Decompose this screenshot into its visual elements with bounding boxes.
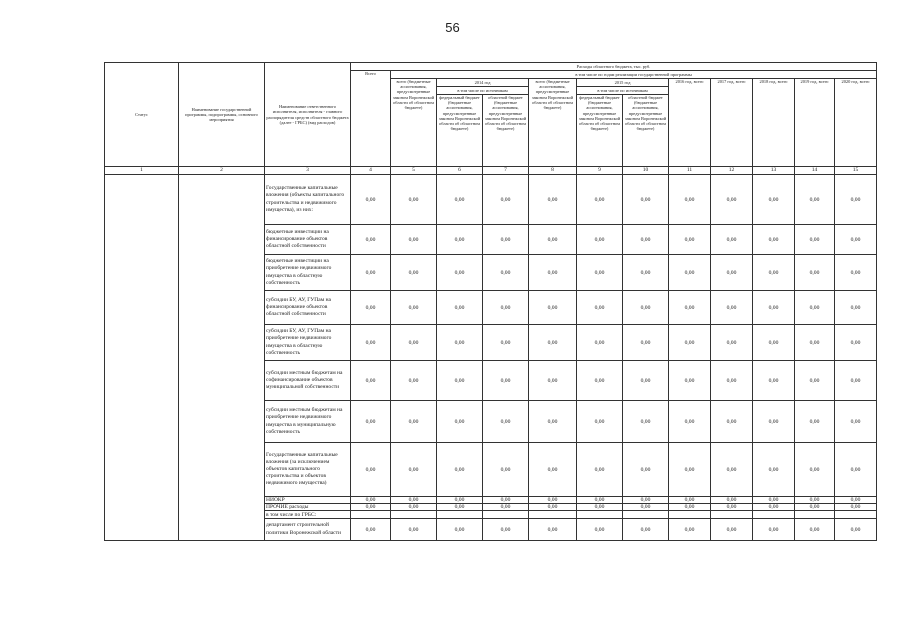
value-cell: 0,00 — [623, 401, 669, 443]
value-cell: 0,00 — [437, 325, 483, 361]
value-cell: 0,00 — [351, 291, 391, 325]
value-cell: 0,00 — [529, 497, 577, 504]
value-cell: 0,00 — [391, 325, 437, 361]
header-year-2015: 2015 год — [577, 79, 669, 87]
value-cell: 0,00 — [483, 175, 529, 225]
row-label: бюджетные инвестиции на приобретение недвижимого имущества в областную собственность — [265, 255, 351, 291]
column-number: 1 — [105, 167, 179, 175]
value-cell: 0,00 — [437, 504, 483, 511]
value-cell: 0,00 — [711, 504, 753, 511]
value-cell: 0,00 — [577, 325, 623, 361]
value-cell: 0,00 — [669, 291, 711, 325]
value-cell: 0,00 — [437, 443, 483, 497]
value-cell: 0,00 — [437, 361, 483, 401]
value-cell: 0,00 — [391, 255, 437, 291]
value-cell: 0,00 — [391, 401, 437, 443]
value-cell: 0,00 — [351, 401, 391, 443]
header-by-year: в том числе по годам реализации государственной программы — [391, 71, 877, 79]
value-cell — [351, 511, 391, 519]
row-label: субсидии местным бюджетам на приобретение недвижимого имущества в муниципальную собственность — [265, 401, 351, 443]
value-cell: 0,00 — [795, 401, 835, 443]
value-cell: 0,00 — [835, 255, 877, 291]
value-cell: 0,00 — [753, 443, 795, 497]
value-cell: 0,00 — [391, 225, 437, 255]
value-cell: 0,00 — [391, 497, 437, 504]
value-cell: 0,00 — [391, 519, 437, 541]
header-expenses-title: Расходы областного бюджета, тыс. руб. — [351, 63, 877, 71]
header-2015-sources: в том числе по источникам — [577, 87, 669, 95]
row-label: субсидии БУ, АУ, ГУПам на финансирование объектов областной собственности — [265, 291, 351, 325]
value-cell: 0,00 — [835, 443, 877, 497]
value-cell: 0,00 — [437, 497, 483, 504]
value-cell: 0,00 — [577, 361, 623, 401]
header-2015-federal: федеральный бюджет (бюджетные ассигнования, предусмотренные законом Воронежской области об областном бюджете) — [577, 95, 623, 167]
value-cell: 0,00 — [669, 361, 711, 401]
value-cell: 0,00 — [623, 325, 669, 361]
value-cell: 0,00 — [351, 225, 391, 255]
value-cell: 0,00 — [753, 291, 795, 325]
value-cell: 0,00 — [483, 519, 529, 541]
value-cell: 0,00 — [753, 255, 795, 291]
value-cell: 0,00 — [753, 175, 795, 225]
column-number: 11 — [669, 167, 711, 175]
row-label: НИОКР — [265, 497, 351, 504]
value-cell: 0,00 — [669, 255, 711, 291]
value-cell: 0,00 — [483, 443, 529, 497]
value-cell: 0,00 — [529, 255, 577, 291]
value-cell: 0,00 — [795, 497, 835, 504]
column-number: 14 — [795, 167, 835, 175]
value-cell: 0,00 — [623, 291, 669, 325]
budget-table — [104, 62, 877, 541]
column-number: 9 — [577, 167, 623, 175]
value-cell: 0,00 — [483, 255, 529, 291]
value-cell: 0,00 — [391, 361, 437, 401]
value-cell: 0,00 — [623, 443, 669, 497]
row-label: Государственные капитальные вложения (объекты капитального строительства и недвижимого имущества), из них: — [265, 175, 351, 225]
value-cell — [577, 511, 623, 519]
value-cell: 0,00 — [795, 504, 835, 511]
value-cell: 0,00 — [795, 361, 835, 401]
value-cell: 0,00 — [391, 443, 437, 497]
column-number: 13 — [753, 167, 795, 175]
value-cell: 0,00 — [753, 401, 795, 443]
value-cell: 0,00 — [577, 519, 623, 541]
value-cell: 0,00 — [795, 443, 835, 497]
column-number: 2 — [179, 167, 265, 175]
header-2017-total: 2017 год, всего — [711, 79, 753, 167]
value-cell: 0,00 — [391, 504, 437, 511]
value-cell: 0,00 — [351, 497, 391, 504]
column-number: 7 — [483, 167, 529, 175]
value-cell: 0,00 — [835, 325, 877, 361]
value-cell: 0,00 — [437, 401, 483, 443]
value-cell — [437, 511, 483, 519]
value-cell: 0,00 — [577, 497, 623, 504]
header-total: Всего — [351, 71, 391, 167]
header-status: Статус — [105, 63, 179, 167]
value-cell: 0,00 — [753, 504, 795, 511]
value-cell: 0,00 — [577, 401, 623, 443]
header-2020-total: 2020 год, всего — [835, 79, 877, 167]
header-2014-sources: в том числе по источникам — [437, 87, 529, 95]
value-cell: 0,00 — [795, 325, 835, 361]
header-2019-total: 2019 год, всего — [795, 79, 835, 167]
header-2018-total: 2018 год, всего — [753, 79, 795, 167]
value-cell: 0,00 — [577, 291, 623, 325]
value-cell: 0,00 — [351, 519, 391, 541]
header-2015-regional: областной бюджет (бюджетные ассигнования, предусмотренные законом Воронежской области об областном бюджете) — [623, 95, 669, 167]
value-cell: 0,00 — [669, 325, 711, 361]
value-cell: 0,00 — [623, 497, 669, 504]
value-cell: 0,00 — [623, 361, 669, 401]
header-2016-total: 2016 год, всего — [669, 79, 711, 167]
value-cell: 0,00 — [577, 255, 623, 291]
value-cell: 0,00 — [351, 175, 391, 225]
value-cell: 0,00 — [669, 443, 711, 497]
value-cell: 0,00 — [483, 291, 529, 325]
value-cell: 0,00 — [795, 519, 835, 541]
value-cell: 0,00 — [437, 175, 483, 225]
header-2014-federal: федеральный бюджет (бюджетные ассигнования, предусмотренные законом Воронежской области об областном бюджете) — [437, 95, 483, 167]
value-cell: 0,00 — [711, 519, 753, 541]
value-cell: 0,00 — [483, 225, 529, 255]
header-executor: Наименование ответственного исполнителя, исполнителя - главного распорядителя средств областного бюджета (далее - ГРБС) (вид расходов) — [265, 63, 351, 167]
value-cell: 0,00 — [437, 255, 483, 291]
value-cell: 0,00 — [437, 519, 483, 541]
value-cell: 0,00 — [529, 291, 577, 325]
value-cell: 0,00 — [711, 225, 753, 255]
header-program-name: Наименование государственной программы, подпрограммы, основного мероприятия — [179, 63, 265, 167]
row-label: Государственные капитальные вложения (за исключением объектов капитального строительства и объектов недвижимого имущества) — [265, 443, 351, 497]
column-number: 6 — [437, 167, 483, 175]
value-cell: 0,00 — [835, 361, 877, 401]
value-cell: 0,00 — [351, 443, 391, 497]
value-cell: 0,00 — [835, 519, 877, 541]
page-number: 56 — [445, 20, 460, 35]
value-cell: 0,00 — [391, 175, 437, 225]
value-cell: 0,00 — [577, 225, 623, 255]
value-cell — [711, 511, 753, 519]
column-number: 4 — [351, 167, 391, 175]
column-number: 8 — [529, 167, 577, 175]
row-label: бюджетные инвестиции на финансирование объектов областной собственности — [265, 225, 351, 255]
value-cell: 0,00 — [711, 497, 753, 504]
column-number: 3 — [265, 167, 351, 175]
program-name-cell — [179, 175, 265, 541]
value-cell: 0,00 — [711, 443, 753, 497]
value-cell: 0,00 — [753, 519, 795, 541]
value-cell: 0,00 — [711, 255, 753, 291]
value-cell: 0,00 — [351, 255, 391, 291]
table-row — [105, 175, 877, 225]
value-cell — [623, 511, 669, 519]
column-number: 12 — [711, 167, 753, 175]
status-cell — [105, 175, 179, 541]
value-cell: 0,00 — [529, 175, 577, 225]
value-cell: 0,00 — [483, 401, 529, 443]
value-cell: 0,00 — [669, 401, 711, 443]
value-cell: 0,00 — [391, 291, 437, 325]
header-2014-total: всего (бюджетные ассигнования, предусмотренные законом Воронежской области об областном бюджете) — [391, 79, 437, 167]
value-cell: 0,00 — [711, 175, 753, 225]
value-cell: 0,00 — [795, 291, 835, 325]
header-2014-regional: областной бюджет (бюджетные ассигнования, предусмотренные законом Воронежской области об областном бюджете) — [483, 95, 529, 167]
value-cell — [529, 511, 577, 519]
value-cell: 0,00 — [753, 361, 795, 401]
value-cell: 0,00 — [795, 225, 835, 255]
value-cell: 0,00 — [753, 325, 795, 361]
header-2015-total: всего (бюджетные ассигнования, предусмотренные законом Воронежской области об областном бюджете) — [529, 79, 577, 167]
value-cell: 0,00 — [835, 225, 877, 255]
value-cell: 0,00 — [351, 504, 391, 511]
value-cell — [391, 511, 437, 519]
value-cell: 0,00 — [711, 325, 753, 361]
column-number: 15 — [835, 167, 877, 175]
value-cell: 0,00 — [623, 504, 669, 511]
value-cell: 0,00 — [669, 519, 711, 541]
column-number: 5 — [391, 167, 437, 175]
value-cell: 0,00 — [835, 175, 877, 225]
value-cell: 0,00 — [669, 504, 711, 511]
value-cell: 0,00 — [529, 361, 577, 401]
value-cell — [669, 511, 711, 519]
row-label: в том числе по ГРБС: — [265, 511, 351, 519]
value-cell: 0,00 — [669, 175, 711, 225]
value-cell: 0,00 — [483, 504, 529, 511]
value-cell: 0,00 — [351, 325, 391, 361]
value-cell — [483, 511, 529, 519]
value-cell: 0,00 — [437, 225, 483, 255]
value-cell: 0,00 — [835, 401, 877, 443]
value-cell: 0,00 — [753, 225, 795, 255]
value-cell: 0,00 — [711, 401, 753, 443]
value-cell: 0,00 — [529, 325, 577, 361]
value-cell: 0,00 — [483, 325, 529, 361]
value-cell: 0,00 — [711, 291, 753, 325]
value-cell: 0,00 — [711, 361, 753, 401]
value-cell: 0,00 — [669, 225, 711, 255]
value-cell — [753, 511, 795, 519]
row-label: ПРОЧИЕ расходы — [265, 504, 351, 511]
value-cell: 0,00 — [529, 401, 577, 443]
value-cell: 0,00 — [529, 519, 577, 541]
value-cell: 0,00 — [623, 175, 669, 225]
row-label: департамент строительной политики Воронежской области — [265, 519, 351, 541]
column-number-row — [105, 167, 877, 175]
value-cell: 0,00 — [753, 497, 795, 504]
value-cell — [835, 511, 877, 519]
value-cell: 0,00 — [529, 504, 577, 511]
row-label: субсидии БУ, АУ, ГУПам на приобретение недвижимого имущества в областную собственность — [265, 325, 351, 361]
value-cell: 0,00 — [835, 504, 877, 511]
value-cell: 0,00 — [835, 497, 877, 504]
value-cell: 0,00 — [669, 497, 711, 504]
value-cell: 0,00 — [795, 255, 835, 291]
value-cell: 0,00 — [529, 443, 577, 497]
value-cell: 0,00 — [529, 225, 577, 255]
value-cell: 0,00 — [623, 225, 669, 255]
value-cell: 0,00 — [437, 291, 483, 325]
row-label: субсидии местным бюджетам на софинансирование объектов муниципальной собственности — [265, 361, 351, 401]
value-cell: 0,00 — [795, 175, 835, 225]
value-cell: 0,00 — [623, 255, 669, 291]
value-cell: 0,00 — [577, 504, 623, 511]
header-year-2014: 2014 год — [437, 79, 529, 87]
value-cell: 0,00 — [623, 519, 669, 541]
value-cell: 0,00 — [483, 497, 529, 504]
value-cell: 0,00 — [483, 361, 529, 401]
column-number: 10 — [623, 167, 669, 175]
value-cell: 0,00 — [577, 175, 623, 225]
value-cell: 0,00 — [351, 361, 391, 401]
value-cell: 0,00 — [577, 443, 623, 497]
value-cell — [795, 511, 835, 519]
value-cell: 0,00 — [835, 291, 877, 325]
